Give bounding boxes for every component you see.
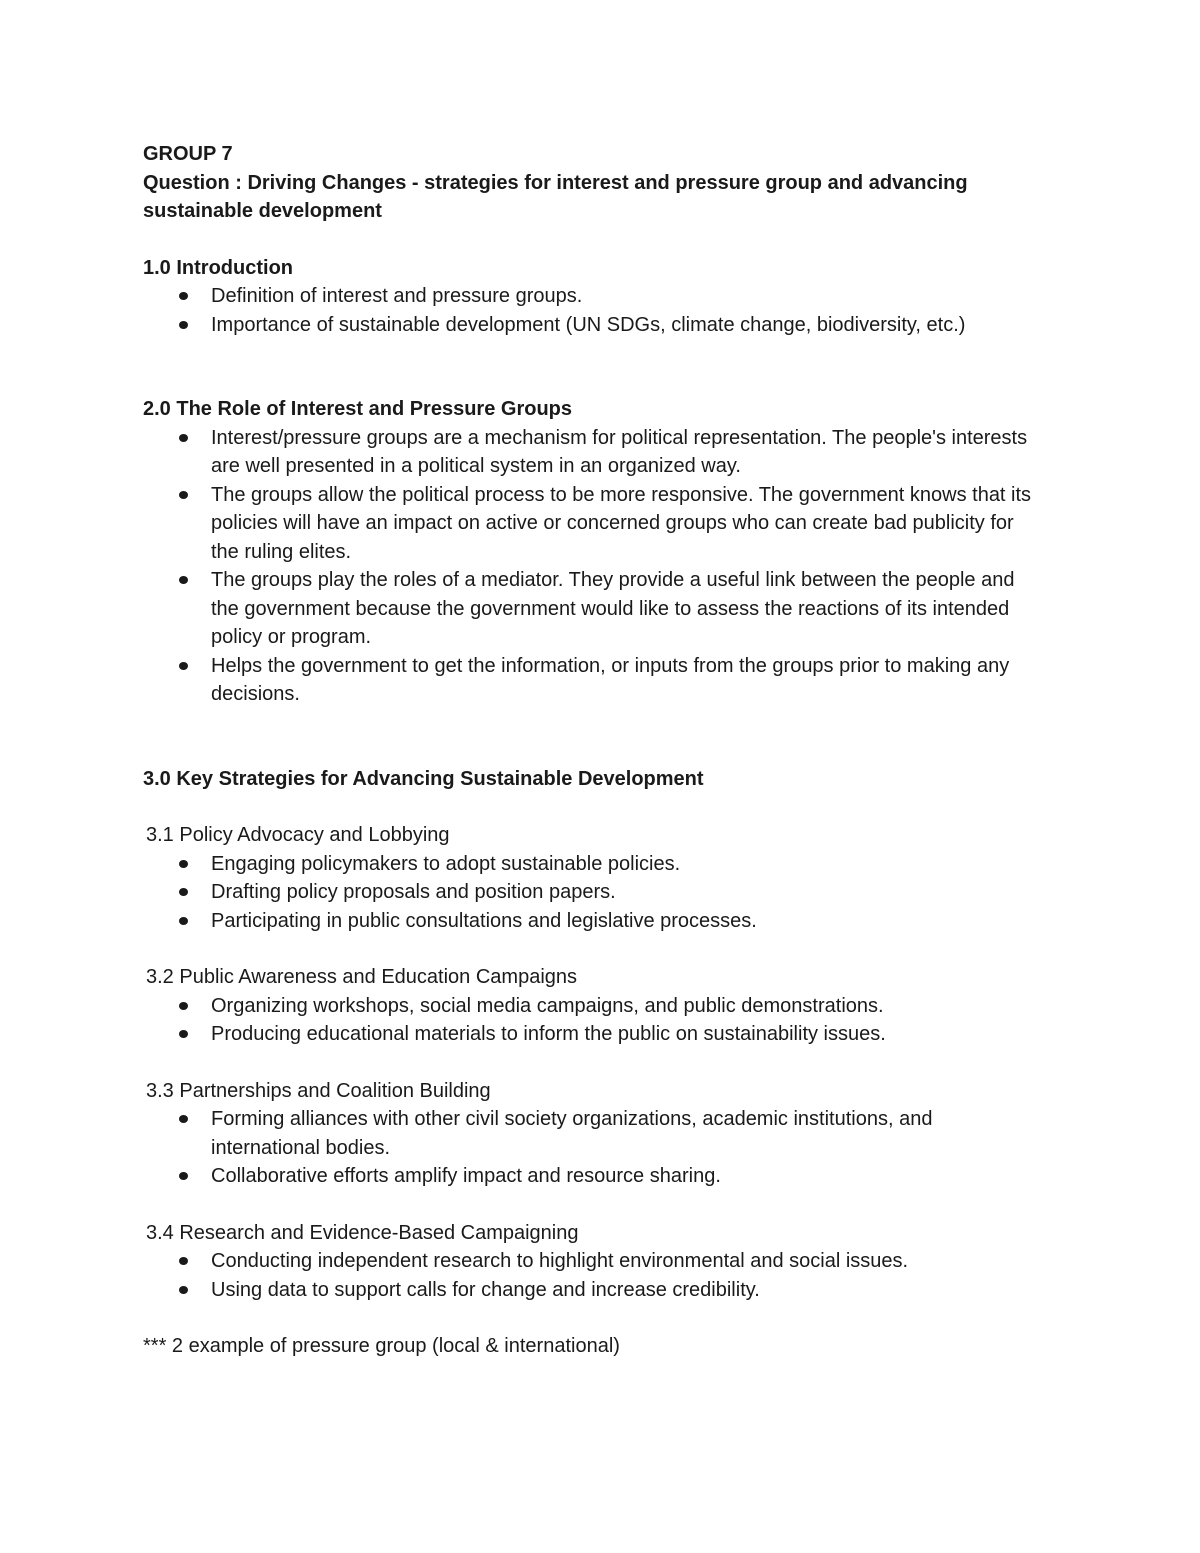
list-item	[143, 992, 1043, 1021]
list-item-text: Participating in public consultations and legislative processes.	[211, 909, 757, 932]
list-item	[143, 566, 1043, 652]
list-item-text: Collaborative efforts amplify impact and resource sharing.	[211, 1165, 721, 1187]
bullet-icon	[179, 434, 188, 442]
list-item-text: The groups allow the political process to be more responsive. The government knows that its policies will have an impact on active or concerned groups who can create bad publicity for the ruling elites.	[211, 483, 1032, 563]
section-heading-strategies: 3.0 Key Strategies for Advancing Sustainable Development	[143, 767, 704, 790]
bullet-icon	[179, 917, 188, 925]
policy-advocacy-list	[143, 850, 1043, 936]
list-item-text: Engaging policymakers to adopt sustainable policies.	[211, 852, 681, 875]
list-item	[143, 1247, 1043, 1276]
subsection-heading-policy-advocacy: 3.1 Policy Advocacy and Lobbying	[146, 824, 450, 846]
list-item	[143, 311, 1043, 340]
list-item	[143, 1020, 1043, 1049]
bullet-icon	[179, 1286, 188, 1294]
list-item	[143, 850, 1043, 879]
list-item	[143, 424, 1043, 481]
bullet-icon	[179, 576, 188, 584]
list-item-text: Definition of interest and pressure groups.	[211, 285, 583, 307]
list-item	[143, 282, 1043, 311]
list-item-text: Using data to support calls for change and increase credibility.	[211, 1278, 760, 1301]
partnerships-list	[143, 1105, 1043, 1191]
list-item-text: Producing educational materials to inform the public on sustainability issues.	[211, 1023, 886, 1045]
list-item	[143, 1276, 1043, 1305]
research-list	[143, 1247, 1043, 1304]
list-item	[143, 878, 1043, 907]
question-prefix: Question :	[143, 171, 242, 194]
list-item	[143, 481, 1043, 567]
bullet-icon	[179, 491, 188, 499]
question-text: Driving Changes - strategies for interest and pressure group and advancing sustainable development	[143, 171, 968, 222]
document-page	[143, 140, 1043, 1361]
bullet-icon	[179, 1030, 188, 1038]
list-item-text: Helps the government to get the information, or inputs from the groups prior to making any decisions.	[211, 654, 1010, 705]
list-item-text: The groups play the roles of a mediator. They provide a useful link between the people and the government because the government would like to assess the reactions of its intended policy or program.	[211, 569, 1015, 648]
group-title: GROUP 7	[143, 143, 233, 165]
list-item	[143, 1105, 1043, 1162]
question-line	[143, 169, 1043, 226]
list-item-text: Organizing workshops, social media campaigns, and public demonstrations.	[211, 994, 884, 1017]
introduction-list	[143, 282, 1043, 339]
footer-note: *** 2 example of pressure group (local & international)	[143, 1335, 620, 1357]
bullet-icon	[179, 1257, 188, 1265]
bullet-icon	[179, 662, 188, 670]
list-item	[143, 652, 1043, 709]
list-item	[143, 907, 1043, 936]
subsection-heading-partnerships: 3.3 Partnerships and Coalition Building	[146, 1079, 491, 1102]
list-item-text: Importance of sustainable development (UN SDGs, climate change, biodiversity, etc.)	[211, 313, 966, 336]
subsection-heading-research: 3.4 Research and Evidence-Based Campaigning	[146, 1221, 579, 1244]
role-list	[143, 424, 1043, 709]
list-item-text: Conducting independent research to highlight environmental and social issues.	[211, 1250, 909, 1272]
subsection-heading-public-awareness: 3.2 Public Awareness and Education Campaigns	[146, 966, 578, 988]
bullet-icon	[179, 888, 188, 896]
bullet-icon	[179, 1002, 188, 1010]
list-item	[143, 1162, 1043, 1191]
list-item-text: Drafting policy proposals and position papers.	[211, 881, 616, 903]
bullet-icon	[179, 860, 188, 868]
list-item-text: Forming alliances with other civil society organizations, academic institutions, and international bodies.	[211, 1108, 933, 1159]
bullet-icon	[179, 1115, 188, 1123]
bullet-icon	[179, 1172, 188, 1180]
public-awareness-list	[143, 992, 1043, 1049]
bullet-icon	[179, 321, 188, 329]
section-heading-role: 2.0 The Role of Interest and Pressure Groups	[143, 398, 573, 420]
bullet-icon	[179, 292, 188, 300]
section-heading-introduction: 1.0 Introduction	[143, 256, 293, 279]
list-item-text: Interest/pressure groups are a mechanism for political representation. The people's interests are well presented in a political system in an organized way.	[211, 426, 1028, 477]
